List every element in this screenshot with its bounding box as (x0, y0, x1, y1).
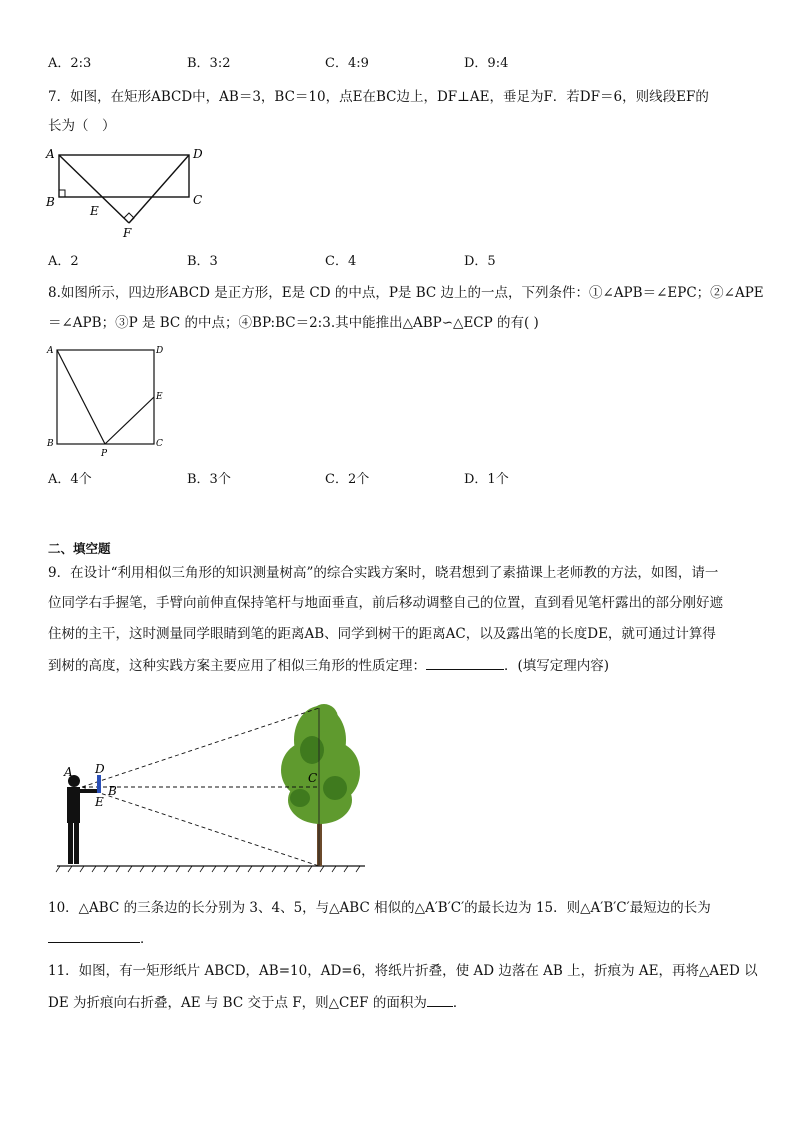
q9-label-e: E (95, 795, 104, 809)
q7-label-a: A (46, 147, 55, 161)
q9-label-c: C (308, 771, 318, 785)
q10-text-line1: 10．△ABC 的三条边的长分别为 3、4、5，与△ABC 相似的△A′B′C′的最长边为 15．则△A′B′C′最短边的长为 (48, 900, 711, 916)
q7-option-a: A．2 (48, 254, 79, 269)
q11-line2-suffix: ． (452, 995, 467, 1011)
q9-label-d: D (95, 762, 105, 776)
q7-label-e: E (90, 204, 99, 218)
q8-option-a: A．4个 (48, 472, 92, 487)
q8-label-c: C (156, 439, 163, 449)
q11-text-line2 (48, 994, 466, 1012)
q8-square-figure (44, 340, 169, 460)
q6-option-c: C．4:9 (325, 56, 369, 71)
q9-text-line1: 9．在设计“利用相似三角形的知识测量树高”的综合实践方案时，晓君想到了素描课上老师教的方法，如图，请一 (48, 565, 719, 581)
q7-option-c: C．4 (325, 254, 357, 269)
q6-option-d: D．9:4 (464, 56, 509, 71)
q9-tree-measurement-figure (52, 700, 370, 875)
q7-label-b: B (46, 195, 55, 209)
q8-label-p: P (101, 449, 108, 459)
q7-option-d: D．5 (464, 254, 496, 269)
q7-text-line2: 长为（ ） (48, 118, 116, 134)
q10-text-line2 (48, 930, 154, 948)
q8-label-e: E (156, 392, 163, 402)
q11-line2-prefix: DE 为折痕向右折叠，AE 与 BC 交于点 F，则△CEF 的面积为 (48, 995, 427, 1011)
q7-text-line1: 7．如图，在矩形ABCD中，AB＝3，BC＝10，点E在BC边上，DF⊥AE，垂足为F．若DF＝6，则线段EF的 (48, 89, 709, 105)
q7-label-c: C (193, 193, 203, 207)
q9-text-line4 (48, 657, 609, 675)
q7-label-f: F (123, 226, 132, 240)
q9-line4-prefix: 到树的高度，这种实践方案主要应用了相似三角形的性质定理： (48, 658, 426, 674)
q8-option-c: C．2个 (325, 472, 370, 487)
q10-line2-suffix: ． (140, 931, 154, 947)
q7-label-d: D (193, 147, 203, 161)
q9-text-line3: 住树的主干，这时测量同学眼睛到笔的距离AB、同学到树干的距离AC，以及露出笔的长度DE，就可通过计算得 (48, 626, 716, 642)
section-heading: 二、填空题 (48, 541, 111, 556)
q10-answer-blank[interactable] (48, 930, 140, 943)
tree-image (281, 704, 360, 866)
q8-label-d: D (156, 346, 164, 356)
q8-label-a: A (47, 346, 54, 356)
q6-option-b: B．3:2 (187, 56, 231, 71)
q9-label-a: A (64, 765, 73, 779)
q8-option-d: D．1个 (464, 472, 509, 487)
q11-answer-blank[interactable] (427, 994, 453, 1007)
q11-text-line1: 11．如图，有一矩形纸片 ABCD，AB=10，AD=6，将纸片折叠，使 AD 边落在 AB 上，折痕为 AE，再将△AED 以 (48, 963, 758, 979)
person-silhouette (67, 775, 98, 864)
q8-text-line1: 8.如图所示，四边形ABCD 是正方形，E是 CD 的中点，P是 BC 边上的一点，下列条件：①∠APB＝∠EPC；②∠APE (48, 285, 764, 301)
q8-option-b: B．3个 (187, 472, 231, 487)
q7-option-b: B．3 (187, 254, 218, 269)
q9-answer-blank[interactable] (426, 657, 504, 670)
q6-option-a: A．2:3 (48, 56, 92, 71)
q8-label-b: B (47, 439, 54, 449)
q9-line4-suffix: ．(填写定理内容) (504, 658, 610, 674)
q7-rectangle-figure (44, 144, 214, 240)
q9-label-b: B (108, 784, 117, 798)
q8-text-line2: ＝∠APB；③P 是 BC 的中点；④BP:BC＝2:3.其中能推出△ABP∽△ECP 的有( ) (48, 315, 539, 331)
q9-text-line2: 位同学右手握笔，手臂向前伸直保持笔杆与地面垂直，前后移动调整自己的位置，直到看见笔杆露出的部分刚好遮 (48, 595, 723, 611)
